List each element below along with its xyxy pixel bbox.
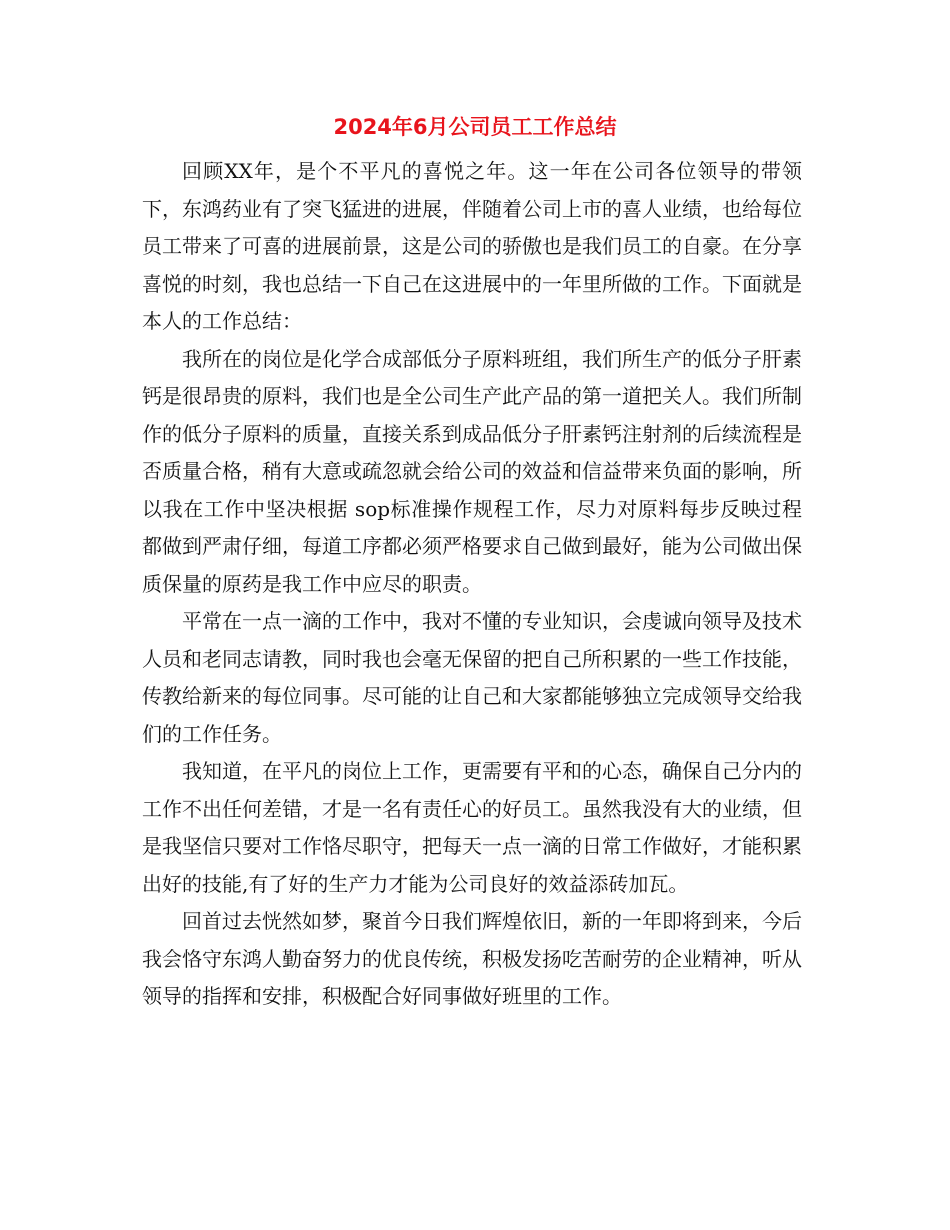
paragraph-outlook: 回首过去恍然如梦，聚首今日我们辉煌依旧，新的一年即将到来，今后我会恪守东鸿人勤奋努力的优良传统，积极发扬吃苦耐劳的企业精神，听从领导的指挥和安排，积极配合好同事做好班里的工作。 <box>142 909 802 1008</box>
paragraph-attitude: 我知道，在平凡的岗位上工作，更需要有平和的心态，确保自己分内的工作不出任何差错，才是一名有责任心的好员工。虽然我没有大的业绩，但是我坚信只要对工作恪尽职守，把每天一点一滴的日常工作做好，才能积累出好的技能,有了好的生产力才能为公司良好的效益添砖加瓦。 <box>142 759 802 896</box>
document-body <box>142 153 802 1016</box>
paragraph-position: 我所在的岗位是化学合成部低分子原料班组，我们所生产的低分子肝素钙是很昂贵的原料，我们也是全公司生产此产品的第一道把关人。我们所制作的低分子原料的质量，直接关系到成品低分子肝素钙注射剂的后续流程是否质量合格，稍有大意或疏忽就会给公司的效益和信益带来负面的影响，所以我在工作中坚决根据 sop标准操作规程工作，尽力对原料每步反映过程都做到严肃仔细，每道工序都必须严格要求自己做到最好，能为公司做出保质保量的原药是我工作中应尽的职责。 <box>142 346 802 596</box>
paragraph-review: 回顾XX年，是个不平凡的喜悦之年。这一年在公司各位领导的带领下，东鸿药业有了突飞猛进的进展，伴随着公司上市的喜人业绩，也给每位员工带来了可喜的进展前景，这是公司的骄傲也是我们员工的自豪。在分享喜悦的时刻，我也总结一下自己在这进展中的一年里所做的工作。下面就是本人的工作总结： <box>142 159 802 333</box>
document-title: 2024年6月公司员工工作总结 <box>333 115 617 139</box>
paragraph-learning: 平常在一点一滴的工作中，我对不懂的专业知识，会虔诚向领导及技术人员和老同志请教，同时我也会毫无保留的把自己所积累的一些工作技能，传教给新来的每位同事。尽可能的让自己和大家都能够独立完成领导交给我们的工作任务。 <box>142 609 802 746</box>
